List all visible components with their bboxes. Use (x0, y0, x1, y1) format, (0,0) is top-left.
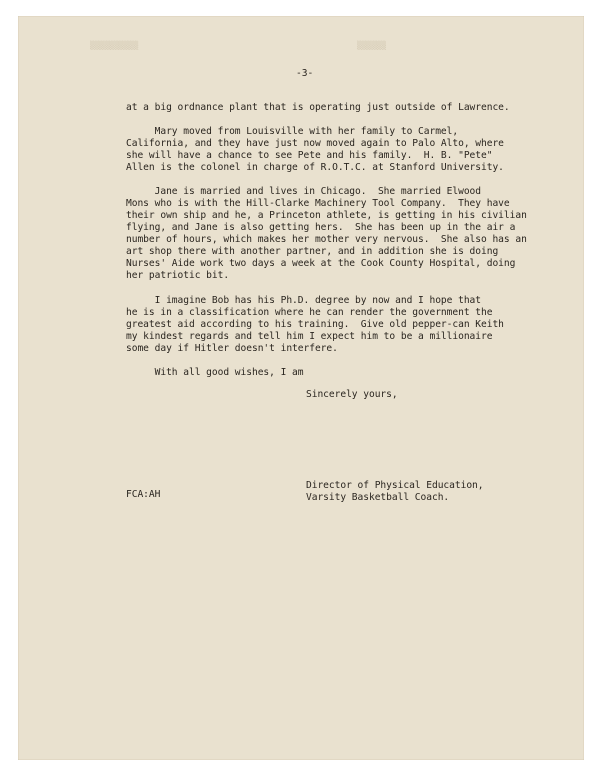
paragraph-1-line-4: Allen is the colonel in charge of R.O.T.C. at Stanford University. (126, 162, 504, 173)
paragraph-3-line-2: he is in a classification where he can render the government the (126, 307, 493, 318)
paragraph-1-line-3: she will have a chance to see Pete and his family. H. B. "Pete" (126, 150, 493, 161)
paragraph-2-line-5: number of hours, which makes her mother very nervous. She also has an (126, 234, 527, 245)
paragraph-3-line-5: some day if Hitler doesn't interfere. (126, 343, 338, 354)
paragraph-3-line-1: I imagine Bob has his Ph.D. degree by now and I hope that (126, 295, 482, 306)
paragraph-4-line-1: With all good wishes, I am (126, 367, 304, 378)
bleed-through-mark-right: ▒▒▒▒▒▒ (357, 41, 386, 50)
paragraph-1-line-1: Mary moved from Louisville with her family to Carmel, (126, 126, 459, 137)
page-number: -3- (296, 68, 314, 79)
paragraph-2-line-1: Jane is married and lives in Chicago. She married Elwood (126, 186, 482, 197)
paragraph-1-line-2: California, and they have just now moved again to Palo Alto, where (126, 138, 504, 149)
closing: Sincerely yours, (306, 389, 398, 400)
paragraph-2-line-8: her patriotic bit. (126, 270, 230, 281)
paragraph-2-line-4: flying, and Jane is also getting hers. She has been up in the air a (126, 222, 516, 233)
paragraph-2-line-6: art shop there with another partner, and in addition she is doing (126, 246, 499, 257)
signature-title-1: Director of Physical Education, (306, 480, 484, 491)
paragraph-2-line-2: Mons who is with the Hill-Clarke Machinery Tool Company. They have (126, 198, 510, 209)
opening-line: at a big ordnance plant that is operating just outside of Lawrence. (126, 102, 510, 113)
bleed-through-mark-left: ▒▒▒▒▒▒▒▒▒▒ (90, 41, 139, 50)
paragraph-2-line-7: Nurses' Aide work two days a week at the Cook County Hospital, doing (126, 258, 516, 269)
paragraph-2-line-3: their own ship and he, a Princeton athlete, is getting in his civilian (126, 210, 527, 221)
paragraph-3-line-4: my kindest regards and tell him I expect him to be a millionaire (126, 331, 493, 342)
paragraph-3-line-3: greatest aid according to his training. Give old pepper-can Keith (126, 319, 504, 330)
reference-initials: FCA:AH (126, 489, 161, 500)
signature-title-2: Varsity Basketball Coach. (306, 492, 450, 503)
